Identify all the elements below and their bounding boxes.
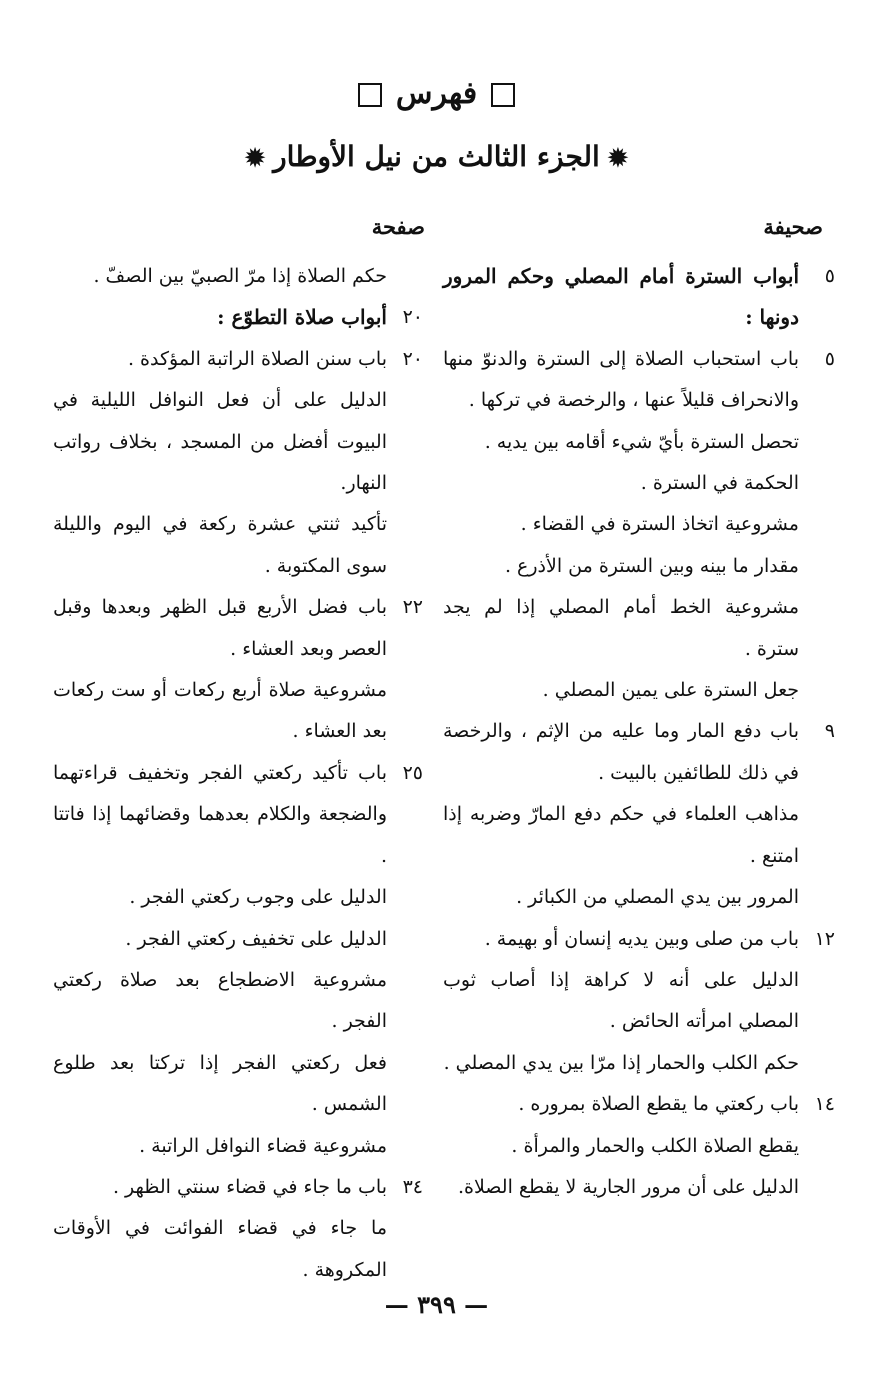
entry-text: مذاهب العلماء في حكم دفع المارّ وضربه إذا امتنع . (443, 803, 799, 867)
entry-page-number: ١٢ (814, 927, 835, 950)
square-ornament-icon (358, 83, 382, 107)
index-entry (53, 960, 423, 1043)
entry-page-number: ٢٠ (402, 306, 423, 329)
entry-text: حكم الصلاة إذا مرّ الصبيّ بين الصفّ . (93, 265, 387, 287)
index-entry (53, 670, 423, 753)
entry-page-number: ٩ (824, 720, 835, 743)
entry-text: مشروعية الاضطجاع بعد صلاة ركعتي الفجر . (53, 968, 387, 1033)
page-subtitle (0, 140, 873, 173)
title-text: فهرس (395, 76, 478, 111)
entry-text: أبواب السترة أمام المصلي وحكم المرور دونها : (443, 264, 799, 330)
index-entry (443, 504, 835, 545)
entry-text: فعل ركعتي الفجر إذا تركتا بعد طلوع الشمس . (53, 1051, 387, 1116)
entry-text: تأكيد ثنتي عشرة ركعة في اليوم والليلة سوى المكتوبة . (53, 513, 387, 577)
index-entry (53, 877, 423, 918)
entry-text: حكم الكلب والحمار إذا مرّا بين يدي المصلي . (443, 1051, 799, 1074)
entry-page-number: ٥ (824, 265, 835, 287)
entry-text: الدليل على أن فعل النوافل الليلية في البيوت أفضل من المسجد ، بخلاف رواتب النهار. (53, 389, 387, 495)
index-entry (443, 1126, 835, 1167)
left-column (53, 256, 423, 1291)
entry-text: مشروعية الخط أمام المصلي إذا لم يجد سترة . (443, 596, 799, 660)
entry-page-number: ٥ (824, 347, 835, 370)
index-entry (53, 504, 423, 587)
square-ornament-icon (491, 83, 515, 107)
entry-text: مشروعية صلاة أربع ركعات أو ست ركعات بعد العشاء . (53, 679, 387, 743)
entry-page-number: ٢٠ (402, 347, 423, 370)
index-entry (443, 1167, 835, 1208)
subtitle-text: الجزء الثالث من نيل الأوطار (273, 140, 600, 173)
entry-text: مشروعية قضاء النوافل الراتبة . (139, 1134, 387, 1157)
index-entry (53, 339, 423, 380)
entry-text: مقدار ما بينه وبين السترة من الأذرع . (504, 554, 799, 577)
entry-text: الدليل على أنه لا كراهة إذا أصاب ثوب المصلي امرأته الحائض . (443, 968, 799, 1033)
index-entry (443, 422, 835, 463)
index-entry (443, 794, 835, 877)
entry-text: باب ما جاء في قضاء سنتي الظهر . (112, 1175, 387, 1198)
index-entry (443, 670, 835, 711)
index-entry (53, 1126, 423, 1167)
entry-text: باب سنن الصلاة الراتبة المؤكدة . (127, 347, 387, 370)
left-column-heading: صفحة (371, 214, 425, 239)
index-entry (443, 960, 835, 1043)
star-ornament-icon: ✹ (607, 143, 628, 172)
index-entry (53, 256, 423, 297)
index-entry (443, 587, 835, 670)
index-entry (53, 1208, 423, 1291)
entry-text: باب فضل الأربع قبل الظهر وبعدها وقبل العصر وبعد العشاء . (53, 596, 387, 660)
entry-text: جعل السترة على يمين المصلي . (542, 679, 799, 702)
index-entry (53, 919, 423, 960)
index-entry (53, 380, 423, 504)
index-entry (443, 256, 835, 339)
entry-text: مشروعية اتخاذ السترة في القضاء . (520, 513, 799, 536)
entry-text: الدليل على أن مرور الجارية لا يقطع الصلاة. (457, 1175, 799, 1198)
index-entry (443, 919, 835, 960)
right-column-heading: صحيفة (763, 214, 823, 239)
entry-text: باب من صلى وبين يديه إنسان أو بهيمة . (484, 927, 799, 950)
star-ornament-icon: ✹ (245, 143, 266, 172)
page-number: — ٣٩٩ — (384, 1290, 489, 1319)
entry-text: المرور بين يدي المصلي من الكبائر . (516, 886, 799, 909)
index-entry (443, 1043, 835, 1084)
entry-text: باب ركعتي ما يقطع الصلاة بمروره . (518, 1093, 799, 1116)
index-entry (443, 463, 835, 504)
page-title (0, 76, 873, 111)
index-entry (53, 1167, 423, 1208)
index-entry (443, 877, 835, 918)
entry-text: يقطع الصلاة الكلب والحمار والمرأة . (511, 1134, 799, 1157)
index-entry (443, 339, 835, 422)
index-entry (53, 297, 423, 338)
entry-text: باب تأكيد ركعتي الفجر وتخفيف قراءتهما والضجعة والكلام بعدهما وقضائهما إذا فاتتا . (53, 761, 387, 867)
entry-text: ما جاء في قضاء الفوائت في الأوقات المكروهة . (53, 1217, 387, 1281)
entry-text: باب استحباب الصلاة إلى السترة والدنوّ منها والانحراف قليلاً عنها ، والرخصة في تركها . (443, 347, 799, 412)
entry-text: تحصل السترة بأيّ شيء أقامه بين يديه . (484, 430, 799, 453)
index-entry (53, 753, 423, 877)
index-entry (53, 1043, 423, 1126)
entry-page-number: ٢٥ (402, 761, 423, 784)
entry-text: باب دفع المار وما عليه من الإثم ، والرخصة في ذلك للطائفين بالبيت . (443, 720, 799, 784)
entry-text: أبواب صلاة التطوّع : (217, 305, 387, 330)
index-entry (443, 546, 835, 587)
index-entry (53, 587, 423, 670)
entry-text: الدليل على وجوب ركعتي الفجر . (129, 886, 387, 909)
index-entry (443, 1084, 835, 1125)
right-column (443, 256, 835, 1208)
index-entry (443, 711, 835, 794)
entry-text: الدليل على تخفيف ركعتي الفجر . (125, 927, 387, 950)
entry-page-number: ٣٤ (402, 1175, 423, 1198)
entry-page-number: ١٤ (814, 1093, 835, 1116)
entry-text: الحكمة في السترة . (640, 472, 799, 495)
entry-page-number: ٢٢ (402, 596, 423, 619)
